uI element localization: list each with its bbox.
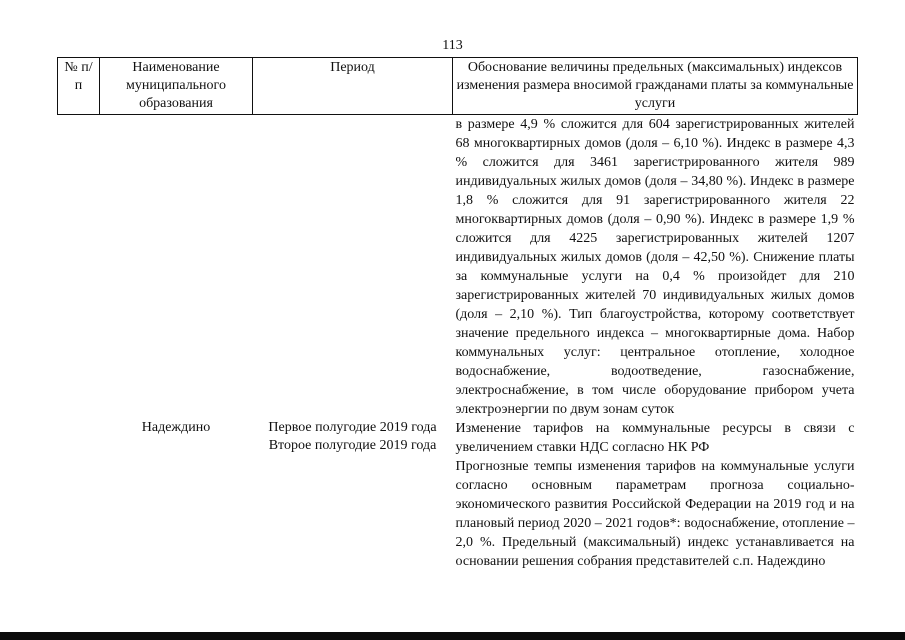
period-cell xyxy=(253,115,453,420)
header-number: № п/п xyxy=(58,58,100,115)
tariff-index-table xyxy=(57,57,858,571)
period-cell xyxy=(253,419,453,571)
number-cell xyxy=(58,115,100,420)
table-header-row xyxy=(58,58,858,115)
table-row xyxy=(58,115,858,420)
scan-bottom-edge xyxy=(0,632,905,640)
justification-second-half: Прогнозные темпы изменения тарифов на коммунальные услуги согласно основным параметрам прогноза социально-экономического развития Российской Федерации на 2019 год и на плановый период 2020 – 2021 годов*: водоснабжение, отопление – 2,0 %. Предельный (максимальный) индекс устанавливается на основании решения собрания представителей с.п. Надеждино xyxy=(455,459,855,569)
header-municipality: Наименование муниципального образования xyxy=(100,58,253,115)
period-first-half: Первое полугодие 2019 года xyxy=(268,420,437,435)
page-number: 113 xyxy=(442,38,463,53)
table-row xyxy=(58,419,858,571)
header-justification: Обоснование величины предельных (максимальных) индексов изменения размера вносимой гражданами платы за коммунальные услуги xyxy=(453,58,858,115)
justification-continuation: в размере 4,9 % сложится для 604 зарегистрированных жителей 68 многоквартирных домов (доля – 6,10 %). Индекс в размере 4,3 % сложится для 3461 зарегистрированного жителя 989 индивидуальных жилых домов (доля – 34,80 %). Индекс в размере 1,8 % сложится для 91 зарегистрированного жителя 22 многоквартирных домов (доля – 0,90 %). Индекс в размере 1,9 % сложится для 4225 зарегистрированных жителей 1207 индивидуальных жилых домов (доля – 42,50 %). Снижение платы за коммунальные услуги на 0,4 % произойдет для 210 зарегистрированных жителей 70 индивидуальных жилых домов (доля – 2,10 %). Тип благоустройства, которому соответствует значение предельного индекса – многоквартирные дома. Набор коммунальных услуг: центральное отопление, холодное водоснабжение, водоотведение, газоснабжение, электроснабжение, в том числе оборудование прибором учета электроэнергии по двум зонам суток xyxy=(455,117,855,417)
justification-first-half: Изменение тарифов на коммунальные ресурсы в связи с увеличением ставки НДС согласно НК РФ xyxy=(455,421,855,455)
number-cell xyxy=(58,419,100,571)
municipality-name: Надеждино xyxy=(141,420,211,435)
period-second-half: Второе полугодие 2019 года xyxy=(268,438,437,453)
header-period: Период xyxy=(253,58,453,115)
justification-cell xyxy=(453,419,858,571)
name-cell xyxy=(100,115,253,420)
